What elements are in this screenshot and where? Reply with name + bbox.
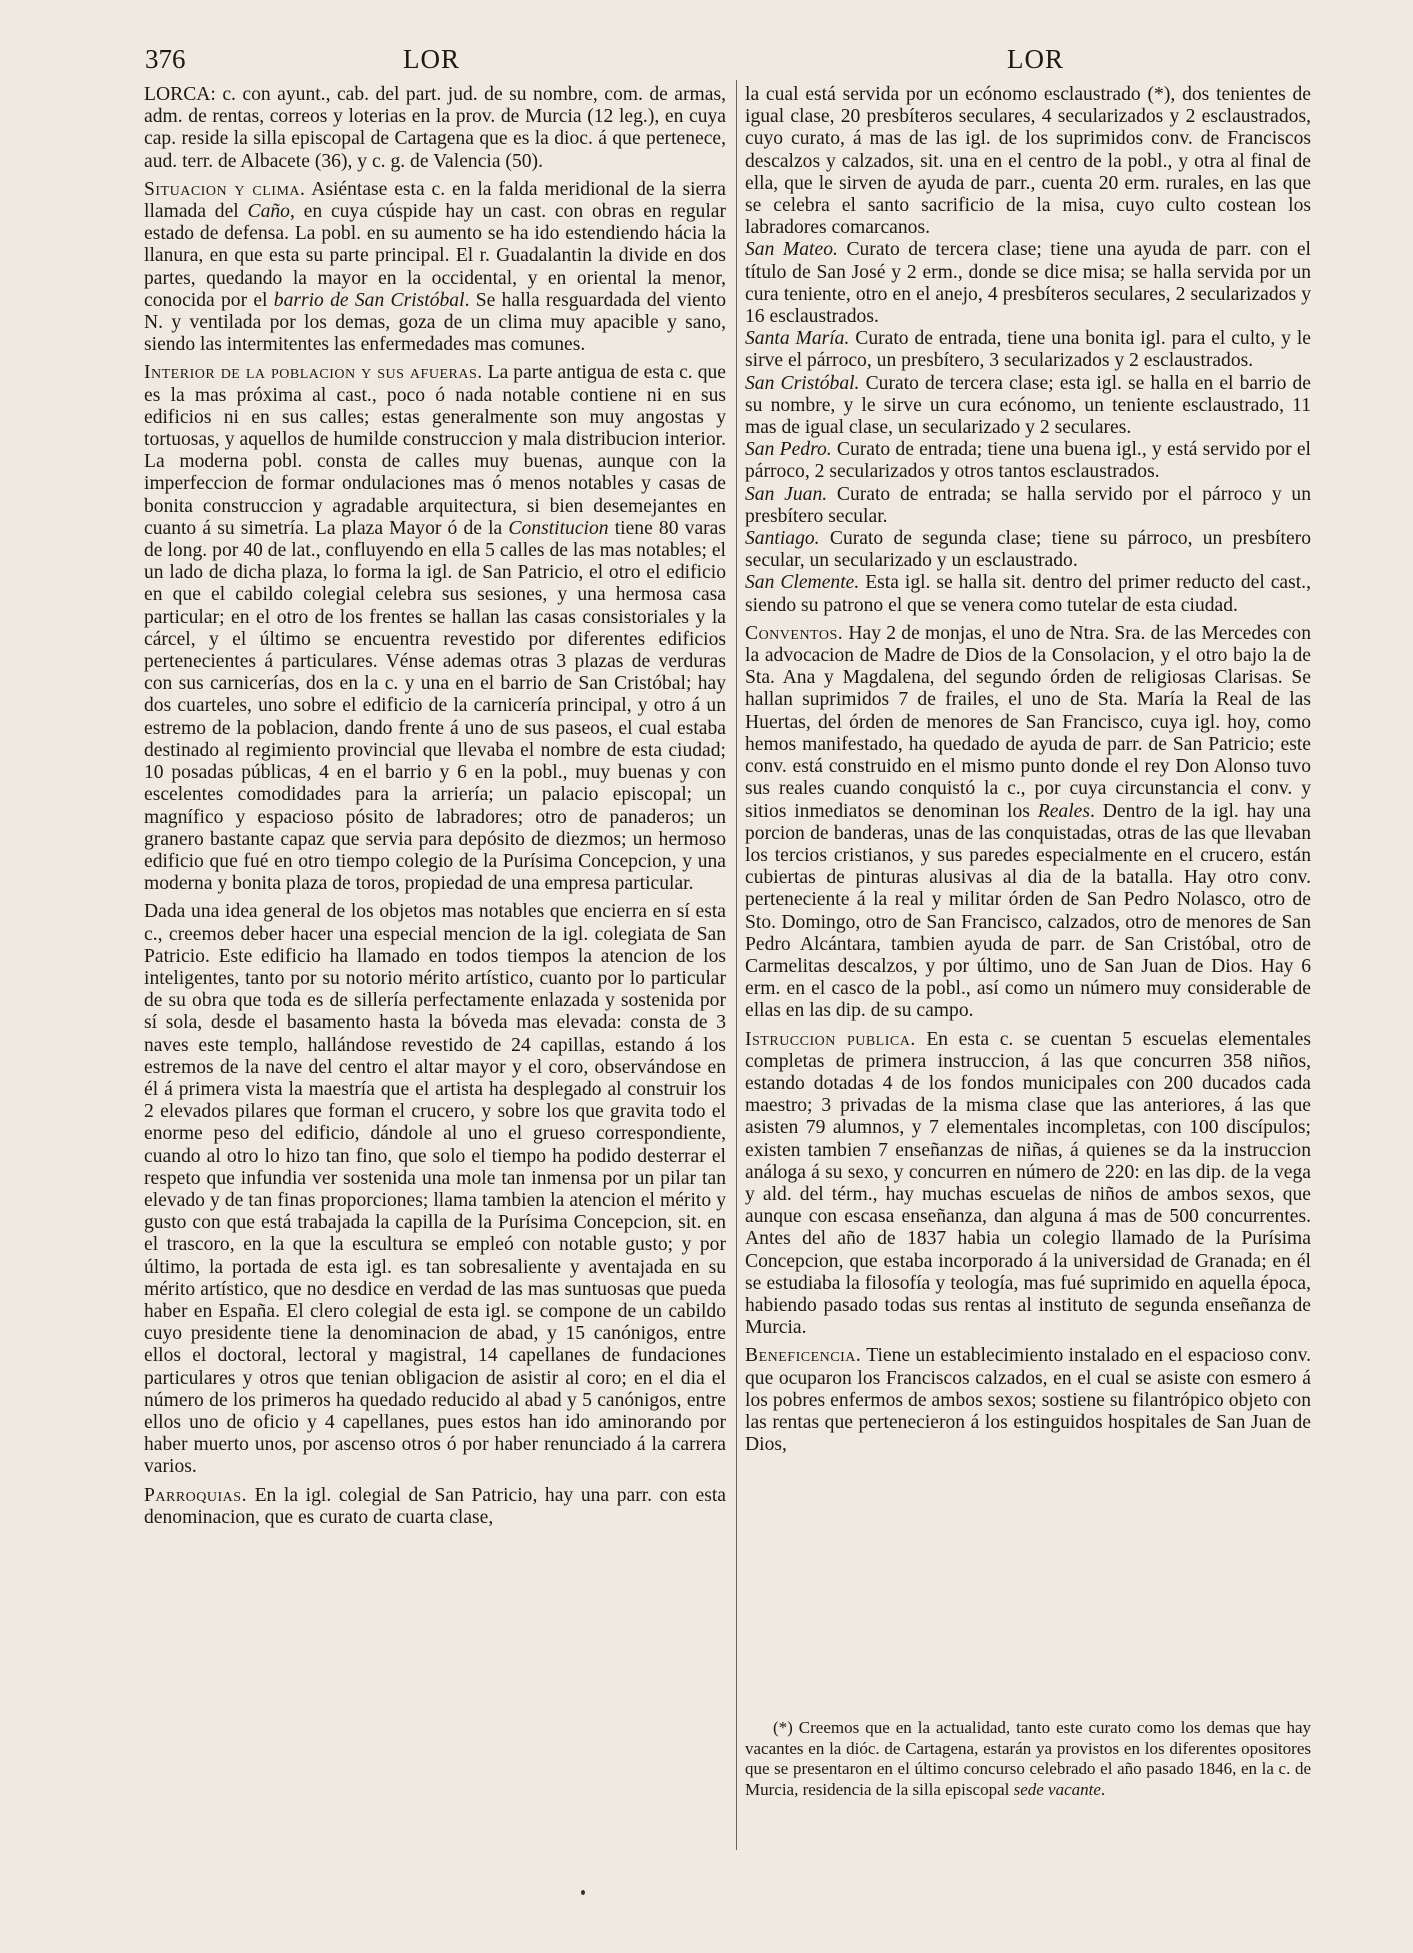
left-column [144,84,726,1529]
parish-san-clemente: San Clemente. Esta igl. se halla sit. dentro del primer reducto del cast., siendo su patrono el que se venera como tutelar de esta ciudad. [745,572,1311,616]
page-number: 376 [145,44,186,74]
section-heading: Situacion y clima. [144,178,306,200]
section-beneficencia: Beneficencia. Tiene un establecimiento instalado en el espacioso conv. que ocuparon los Franciscos calzados, en el cual se asiste con esmero á los pobres enfermos de ambos sexos; sostiene su filantrópico objeto con las rentas que pertenecieron á los estinguidos hospitales de San Juan de Dios, [745,1345,1311,1456]
parish-san-mateo: San Mateo. Curato de tercera clase; tiene una ayuda de parr. con el título de San José y 2 erm., donde se dice misa; se halla servida por un cura teniente, otro en el anejo, 4 presbíteros seculares, 2 secularizados y 16 esclaustrados. [745,239,1311,328]
right-column [745,84,1311,1456]
paragraph-colegiata: Dada una idea general de los objetos mas notables que encierra en sí esta c., creemos deber hacer una especial mencion de la igl. colegiata de San Patricio. Este edificio ha llamado en todos tiempos la atencion de los inteligentes, tanto por su notorio mérito artístico, cuanto por lo particular de su obra que toda es de sillería perfectamente enlazada y sostenida por sí sola, desde el basamento hasta la bóveda mas elevada: consta de 3 naves este templo, hallándose revestido de 24 capillas, estando á los estremos de la nave del centro el altar mayor y el coro, observándose en él á primera vista la maestría que el artista ha desplegado al construir los 2 elevados pilares que forman el crucero, y sobre los que gravita todo el enorme peso del edificio, dándole al uno el grueso correspondiente, cuando al otro lo hizo tan fino, que solo el tiempo ha podido desterrar el respeto que infundia ver sostenida una mole tan inmensa por un pilar tan elevado y de tan finas proporciones; llama tambien la atencion el mérito y gusto con que está trabajada la capilla de la Purísima Concepcion, sit. en el trascoro, en la que la escultura se empleó con notable gusto; y por último, la portada de esta igl. es tan sobresaliente y aventajada en su mérito artístico, que no desdice en verdad de las mas suntuosas que pueda haber en España. El clero colegial de esta igl. se compone de un cabildo cuyo presidente tiene la denominacion de abad, y 15 canónigos, entre ellos el doctoral, lectoral y magistral, 14 capellanes de fundaciones particulares y otros que tenian obligacion de asistir al coro; en el dia el número de los primeros ha quedado reducido al abad y 5 canónigos, entre ellos uno de oficio y 4 capellanes, pues estos han ido aminorando por haber muerto unos, por ascenso otros ó por haber renunciado á la carrera varios. [144,901,726,1478]
section-instruccion: Istruccion publica. En esta c. se cuentan 5 escuelas elementales completas de primera instruccion, á las que concurren 358 niños, estando dotadas 4 de los fondos municipales con 200 ducados cada maestro; 3 privadas de la misma clase que las anteriores, á las que asisten 79 alumnos, y 7 elementales incompletas, con 100 discípulos; existen tambien 7 enseñanzas de niñas, á quienes se da la instruccion análoga á su sexo, y concurren en número de 220: en las dip. de la vega y ald. del térm., hay muchas escuelas de niños de ambos sexos, que aunque con escasa enseñanza, dan alguna á mas de 500 concurrentes. Antes del año de 1837 habia un colegio llamado de la Purísima Concepcion, que estaba incorporado á la universidad de Granada; en él se estudiaba la filosofía y teología, mas fué suprimido en aquella época, habiendo pasado todas sus rentas al instituto de segunda enseñanza de Murcia. [745,1028,1311,1339]
section-parroquias: Parroquias. En la igl. colegial de San Patricio, hay una parr. con esta denominacion, que es curato de cuarta clase, [144,1484,726,1528]
parish-santiago: Santiago. Curato de segunda clase; tiene su párroco, un presbítero secular, un secularizado y un esclaustrado. [745,528,1311,572]
print-speck [581,1890,585,1895]
parish-san-juan: San Juan. Curato de entrada; se halla servido por el párroco y un presbítero secular. [745,483,1311,527]
running-head-left: LOR [403,44,460,74]
entry-lorca: LORCA: c. con ayunt., cab. del part. jud. de su nombre, com. de armas, adm. de rentas, correos y loterias en la prov. de Murcia (12 leg.), en cuya cap. reside la silla episcopal de Cartagena que es la dioc. á que pertenece, aud. terr. de Albacete (36), y c. g. de Valencia (50). [144,84,726,172]
paragraph-continuation: la cual está servida por un ecónomo esclaustrado (*), dos tenientes de igual clase, 20 presbíteros seculares, 4 secularizados y 2 esclaustrados, cuyo curato, á mas de las igl. de los suprimidos conv. de Franciscos descalzos y calzados, sit. una en el centro de la pobl., y otra al final de ella, que le sirven de ayuda de parr., cuenta 20 erm. rurales, en las que se celebra el santo sacrificio de la misa, cuyo culto costean los labradores comarcanos. [745,84,1311,239]
running-head-right: LOR [1007,44,1064,74]
section-heading: Istruccion publica. [745,1028,916,1050]
section-conventos: Conventos. Hay 2 de monjas, el uno de Ntra. Sra. de las Mercedes con la advocacion de Madre de Dios de la Consolacion, y el otro bajo la de Sta. Ana y Magdalena, del segundo órden de religiosas Clarisas. Se hallan suprimidos 7 de frailes, el uno de Sta. María la Real de las Huertas, del órden de menores de San Francisco, cuya igl. hoy, como hemos manifestado, ha quedado de ayuda de parr. de San Patricio; este conv. está construido en el mismo punto donde el rey Don Alonso tuvo sus reales cuando conquistó la c., por cuya circunstancia el conv. y sitios inmediatos se denominan los Reales. Dentro de la igl. hay una porcion de banderas, unas de las conquistadas, otras de las que llevaban los tercios cristianos, y sus paredes especialmente en el crucero, están cubiertas de pinturas alusivas al dia de la batalla. Hay otro conv. perteneciente á la real y militar órden de San Pedro Nolasco, otro de Sto. Domingo, otro de San Francisco, calzados, otro de menores de San Pedro Alcántara, tambien ayuda de parr. de San Cristóbal, otro de Carmelitas descalzos, y por último, uno de San Juan de Dios. Hay 6 erm. en el casco de la pobl., así como un número muy considerable de ellas en las dip. de su campo. [745,622,1312,1022]
footnote: (*) Creemos que en la actualidad, tanto este curato como los demas que hay vacantes en la dióc. de Cartagena, estarán ya provistos en los diferentes opositores que se presentaron en el último concurso celebrado el año pasado 1846, en la c. de Murcia, residencia de la silla episcopal sede vacante. [745,1718,1311,1799]
page-header [145,44,1305,84]
column-divider [736,80,737,1850]
section-heading: Conventos. [745,622,844,644]
parish-san-pedro: San Pedro. Curato de entrada; tiene una buena igl., y está servido por el párroco, 2 secularizados y otros tantos esclaustrados. [745,439,1311,483]
section-situacion: Situacion y clima. Asiéntase esta c. en la falda meridional de la sierra llamada del Caño, en cuya cúspide hay un cast. con obras en regular estado de defensa. La pobl. en su aumento se ha ido estendiendo hácia la llanura, en que esta su parte principal. El r. Guadalantin la divide en dos partes, quedando la mayor en la occidental, y en oriental la menor, conocida por el barrio de San Cristóbal. Se halla resguardada del viento N. y ventilada por los demas, goza de un clima muy apacible y sano, siendo las intermitentes las enfermedades mas comunes. [144,178,726,356]
section-heading: Beneficencia. [745,1345,862,1367]
section-heading: Interior de la poblacion y sus afueras. [144,362,483,384]
parish-san-cristobal: San Cristóbal. Curato de tercera clase; esta igl. se halla en el barrio de su nombre, y le sirve un cura ecónomo, un teniente esclaustrado, 11 mas de igual clase, un secularizado y 2 seculares. [745,372,1311,439]
section-heading: Parroquias. [144,1484,247,1506]
parish-santa-maria: Santa María. Curato de entrada, tiene una bonita igl. para el culto, y le sirve el párroco, un presbítero, 3 secularizados y 2 esclaustrados. [745,328,1311,372]
section-interior: Interior de la poblacion y sus afueras. La parte antigua de esta c. que es la mas próxima al cast., poco ó nada notable contiene ni en sus edificios ni en sus calles; estas generalmente son muy angostas y tortuosas, y aquellos de humilde construccion y mala distribucion interior. La moderna pobl. consta de calles muy buenas, aunque con la imperfeccion de formar ondulaciones mas ó menos notables y casas de bonita construccion y agradable arquitectura, si bien desemejantes en cuanto á su simetría. La plaza Mayor ó de la Constitucion tiene 80 varas de long. por 40 de lat., confluyendo en ella 5 calles de las mas notables; el un lado de dicha plaza, lo forma la igl. de San Patricio, el otro el edificio en que el cabildo colegial celebra sus sesiones, y una hermosa casa particular; en el otro de los frentes se hallan las casas consistoriales y la cárcel, y el último se encuentra revestido por diferentes edificios pertenecientes á particulares. Vénse ademas otras 3 plazas de verduras con sus carnicerías, dos en la c. y una en el barrio de San Cristóbal; hay dos cuarteles, uno sobre el edificio de la carnicería principal, y otro á un estremo de la poblacion, dando frente á uno de sus paseos, el cual estaba destinado al regimiento provincial que llevaba el nombre de esta ciudad; 10 posadas públicas, 4 en el barrio y 6 en la pobl., muy buenas y con escelentes comodidades para la arriería; un palacio episcopal; un magnífico y espacioso pósito de labradores; otro de panaderos; un granero bastante capaz que servia para depósito de diezmos; un hermoso edificio que fué en otro tiempo colegio de la Purísima Concepcion, y una moderna y bonita plaza de toros, propiedad de una empresa particular. [144,362,726,895]
